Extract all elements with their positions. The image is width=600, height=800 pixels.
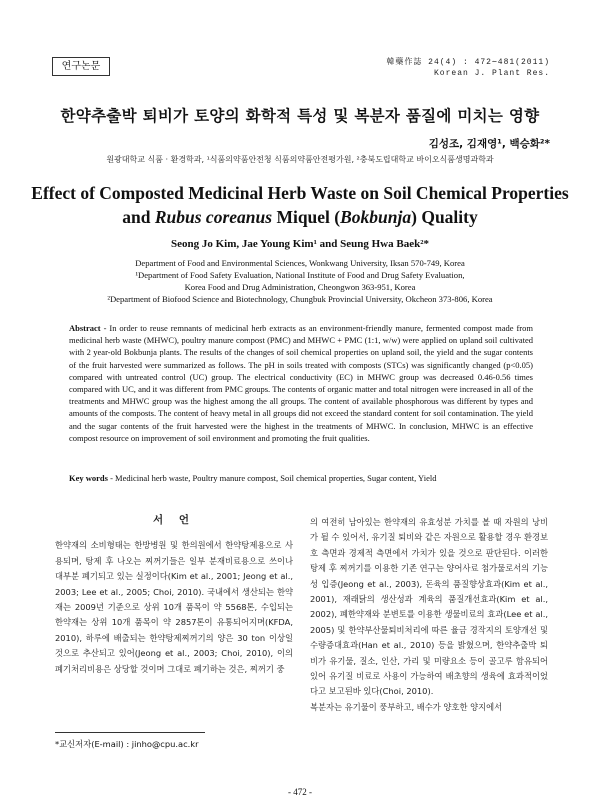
keywords-text: - Medicinal herb waste, Poultry manure compost, Soil chemical properties, Sugar content, Yield	[107, 473, 437, 483]
right-column	[310, 515, 548, 715]
english-title	[0, 181, 600, 229]
korean-title: 한약추출박 퇴비가 토양의 화학적 특성 및 복분자 품질에 미치는 영향	[60, 107, 540, 125]
journal-reference	[386, 57, 550, 79]
affiliation-line: Department of Food and Environmental Sciences, Wonkwang University, Iksan 570-749, Korea	[135, 258, 465, 268]
footnote-divider	[55, 732, 205, 733]
left-column	[55, 513, 293, 677]
abstract-text: - In order to reuse remnants of medicinal herb extracts as an environment-friendly manure, fermented compost made from medicinal herb waste (MHWC), poultry manure compost (PMC) and MHWC + PMC (1:1, w/w) were applied on upland soil cultivated with 2 year-old Bokbunja plants. The results of the changes of soil chemical properties on upland soil, the yield and the sugar contents of the fruit harvested were summarized as follows. The pH in soils treated with composts (STCs) was significantly changed (p<0.05) compared with untreated control (UC) group. The electrical conductivity (EC) in MHWC group was decreased 0.46-0.56 times compared with UC, and it was different from PMC groups. The contents of organic matter and total nitrogen were increased in all of the treatments and MHWC group was the highest among the all groups. The content of available phosphorous was different by types and amounts of the composts. The content of heavy metal in all groups did not exceed the standard content for soil contamination. The yield and the sugar contents of the fruit harvested were the highest in the treatments of MHWC. In conclusion, MHWC is an effective compost resource on improvement of soil environment and promoting the fruit qualities.	[69, 323, 533, 443]
keywords	[69, 473, 533, 483]
affiliation-line: ²Department of Biofood Science and Biotechnology, Chungbuk Provincial University, Okcheon 373-806, Korea	[107, 294, 493, 304]
journal-volume: 韓藥作誌 24(4) : 472∼481(2011)	[386, 58, 550, 67]
article-type-tag: 연구논문	[52, 57, 110, 76]
abstract	[69, 322, 533, 444]
english-title-line1: Effect of Composted Medicinal Herb Waste on Soil Chemical Properties	[31, 183, 569, 203]
section-heading: 서 언	[153, 514, 195, 526]
affiliation-line: Korea Food and Drug Administration, Cheongwon 363-951, Korea	[184, 282, 416, 292]
body-paragraph: 한약재의 소비형태는 한방병원 및 한의원에서 한약탕제용으로 사용되며, 탕제 후 나오는 찌꺼기들은 일부 분재비료용으로 쓰이나 대부분 폐기되고 있는 실정이다(Kim et al., 2001; Jeong et al., 2003; Lee et al., 2005; Choi, 2010). 국내에서 생산되는 한약재는 2009년 기준으로 상위 10개 품목이 약 5568톤, 수입되는 한약재는 상위 10개 품목이 약 2857톤이 유통되어지며(KFDA, 2010), 하루에 배출되는 한약탕제찌꺼기의 양은 30 ton 이상일 것으로 추산되고 있어(Jeong et al., 2003; Choi, 2010), 이의 폐기처리비용은 상당할 것이며 그대로 폐기하는 것은, 찌꺼기 중	[55, 540, 293, 674]
korean-authors: 김성조, 김재영¹, 백승화²*	[428, 138, 550, 150]
affiliation-line: ¹Department of Food Safety Evaluation, National Institute of Food and Drug Safety Evaluation,	[135, 270, 465, 280]
english-title-line2: and Rubus coreanus Miquel (Bokbunja) Quality	[122, 207, 478, 227]
korean-affiliations: 원광대학교 식품 · 환경학과, ¹식품의약품안전청 식품의약품안전평가원, ²충북도립대학교 바이오식품생명과학과	[106, 155, 494, 164]
english-affiliations	[0, 257, 600, 305]
abstract-label: Abstract	[69, 323, 101, 333]
journal-name: Korean J. Plant Res.	[433, 69, 550, 78]
body-paragraph: 복분자는 유기물이 풍부하고, 배수가 양호한 양지에서	[310, 701, 503, 712]
keywords-label: Key words	[69, 473, 108, 483]
corresponding-author-footnote: *교신저자(E-mail) : jinho@cpu.ac.kr	[55, 739, 199, 749]
body-paragraph: 의 여전히 남아있는 한약재의 유효성분 가치를 볼 때 자원의 낭비가 될 수 있어서, 유기질 퇴비와 같은 자원으로 활용할 경우 환경보호 측면과 경제적 측면에서 가치가 있을 것으로 판단된다. 이러한 탕제 후 찌꺼기를 이용한 기존 연구는 양어사료 첨가물로서의 기능성 입증(Jeong et al., 2003), 돈육의 품질향상효과(Kim et al., 2001), 재래닭의 생산성과 계육의 품질개선효과(Kim et al., 2002), 폐한약재와 분변토를 이용한 생물비료의 효과(Lee et al., 2005) 및 한약부산물퇴비처리에 따른 율금 경작지의 토양개선 및 수량증대효과(Han et al., 2010) 등을 밝혔으며, 한약추출박 퇴비가 유기물, 질소, 인산, 가리 및 미량요소 등이 골고루 함유되어 있어 유기질 비료로 사용이 가능하여 배초향의 생육에 효과적이었다고 보고된바 있다(Choi, 2010).	[310, 517, 548, 697]
page-number: - 472 -	[288, 787, 312, 797]
english-authors: Seong Jo Kim, Jae Young Kim¹ and Seung Hwa Baek²*	[170, 238, 429, 250]
